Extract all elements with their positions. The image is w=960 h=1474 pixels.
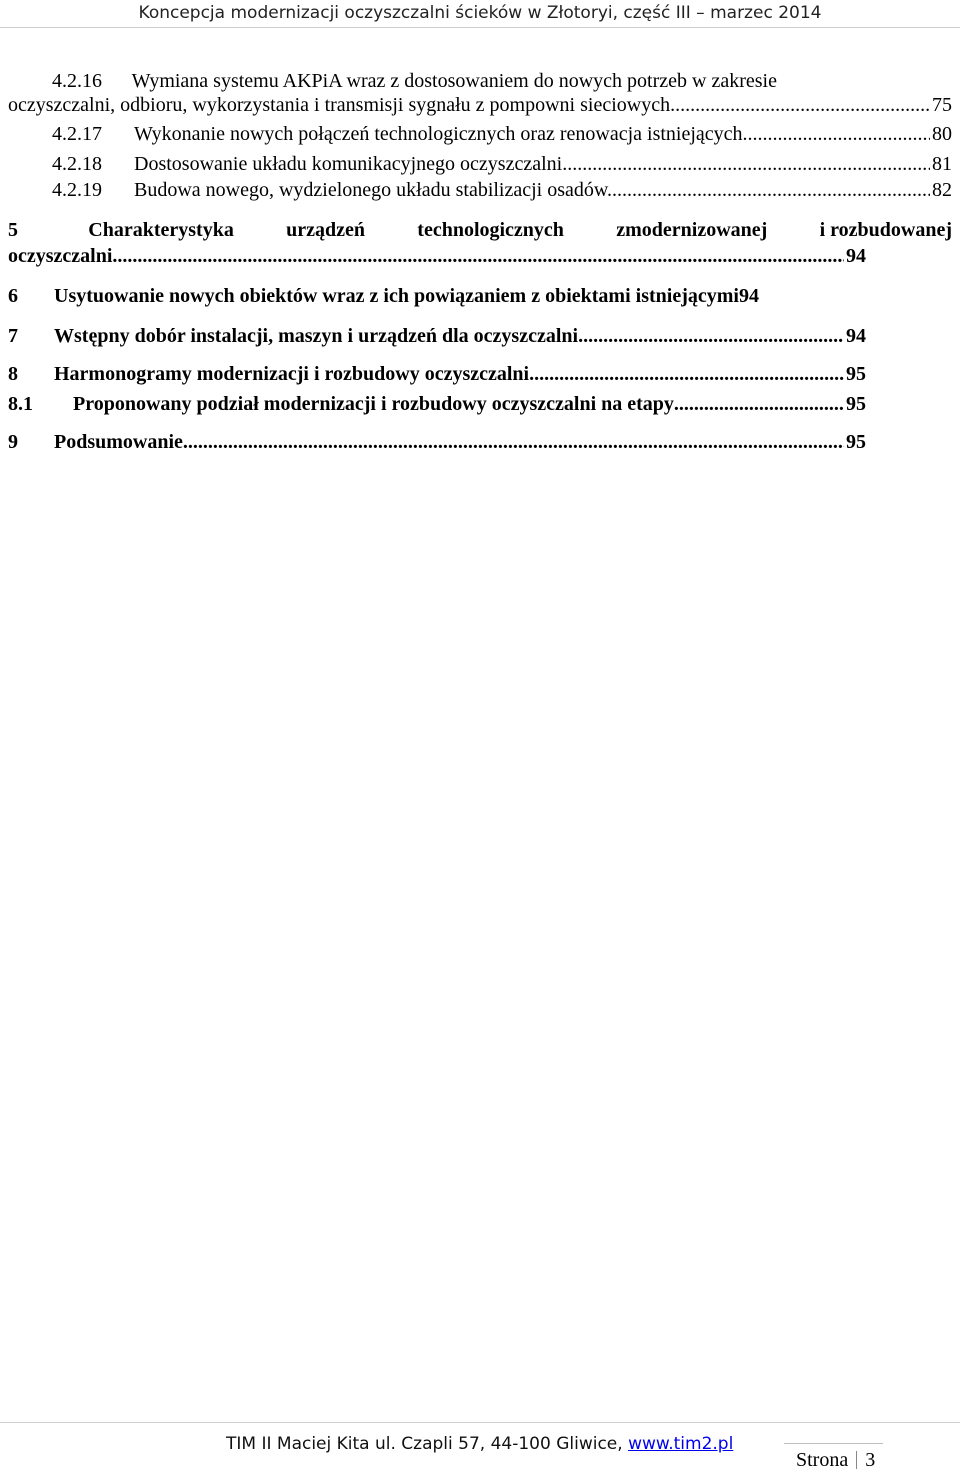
toc-page-number: 95 bbox=[846, 393, 866, 415]
toc-entry-7[interactable] bbox=[8, 324, 866, 348]
toc-title: Podsumowanie bbox=[54, 431, 183, 453]
toc-entry-9[interactable] bbox=[8, 430, 866, 454]
leader-dots bbox=[567, 152, 930, 176]
toc-entry-8[interactable] bbox=[8, 362, 866, 386]
toc-entry-4-2-17[interactable] bbox=[52, 122, 952, 146]
toc-title-continued: oczyszczalni bbox=[8, 245, 113, 267]
page-label: Strona bbox=[796, 1449, 849, 1471]
toc-entry-6[interactable] bbox=[8, 284, 888, 308]
toc-title-word: urządzeń bbox=[286, 219, 365, 241]
toc-title: Wstępny dobór instalacji, maszyn i urządzeń dla oczyszczalni. bbox=[54, 325, 584, 347]
toc-entry-4-2-16[interactable] bbox=[52, 69, 777, 93]
toc-page-number: 95 bbox=[846, 431, 866, 453]
toc-title-word: technologicznych bbox=[417, 219, 564, 241]
toc-title: Budowa nowego, wydzielonego układu stabilizacji osadów. bbox=[134, 179, 613, 201]
toc-number: 4.2.16 bbox=[52, 70, 102, 92]
toc-title: Wykonanie nowych połączeń technologicznych oraz renowacja istniejących. bbox=[134, 123, 748, 145]
footer-website-link[interactable]: www.tim2.pl bbox=[628, 1434, 734, 1454]
document-header: Koncepcja modernizacji oczyszczalni ścieków w Złotoryi, część III – marzec 2014 bbox=[138, 3, 822, 23]
toc-title: Dostosowanie układu komunikacyjnego oczyszczalni. bbox=[134, 153, 568, 175]
toc-page-number: 94 bbox=[738, 285, 759, 307]
page-separator bbox=[856, 1451, 857, 1469]
leader-dots bbox=[675, 93, 930, 117]
leader-dots bbox=[748, 122, 930, 146]
toc-title-word: i rozbudowanej bbox=[819, 219, 952, 241]
leader-dots bbox=[183, 430, 844, 454]
leader-dots bbox=[112, 244, 844, 268]
toc-page-number: 81 bbox=[932, 153, 952, 175]
toc-page-number: 82 bbox=[932, 179, 952, 201]
toc-title: Proponowany podział modernizacji i rozbudowy oczyszczalni na etapy bbox=[73, 393, 674, 415]
toc-entry-4-2-16-cont[interactable] bbox=[8, 93, 952, 117]
leader-dots bbox=[674, 392, 844, 416]
toc-number: 6 bbox=[8, 285, 18, 307]
toc-number: 4.2.17 bbox=[52, 123, 102, 145]
toc-page-number: 94 bbox=[846, 245, 866, 267]
page-number-box bbox=[784, 1443, 883, 1474]
toc-page-number: 80 bbox=[932, 123, 952, 145]
toc-entry-5-cont[interactable] bbox=[8, 244, 866, 268]
toc-title-word: zmodernizowanej bbox=[616, 219, 768, 241]
toc-title-word: Charakterystyka bbox=[88, 219, 234, 241]
toc-number: 8 bbox=[8, 363, 18, 385]
toc-number: 7 bbox=[8, 325, 18, 347]
toc-number: 9 bbox=[8, 431, 18, 453]
toc-entry-5[interactable] bbox=[8, 218, 952, 242]
toc-title-continued: oczyszczalni, odbioru, wykorzystania i transmisji sygnału z pompowni sieciowych. bbox=[8, 94, 676, 116]
toc-page-number: 94 bbox=[846, 325, 866, 347]
toc-number: 4.2.19 bbox=[52, 179, 102, 201]
footer-address: TIM II Maciej Kita ul. Czapli 57, 44-100 Gliwice, bbox=[226, 1434, 629, 1454]
toc-page-number: 75 bbox=[932, 94, 952, 116]
leader-dots bbox=[583, 324, 844, 348]
toc-number: 4.2.18 bbox=[52, 153, 102, 175]
toc-title: Usytuowanie nowych obiektów wraz z ich powiązaniem z obiektami istniejącymi bbox=[54, 285, 739, 307]
footer-divider bbox=[0, 1422, 960, 1423]
toc-number: 8.1 bbox=[8, 393, 33, 415]
toc-entry-4-2-18[interactable] bbox=[52, 152, 952, 176]
page-number: 3 bbox=[865, 1449, 876, 1471]
leader-dots bbox=[529, 362, 844, 386]
toc-title: Wymiana systemu AKPiA wraz z dostosowaniem do nowych potrzeb w zakresie bbox=[131, 70, 777, 92]
leader-dots bbox=[612, 178, 930, 202]
toc-page-number: 95 bbox=[846, 363, 866, 385]
toc-title: Harmonogramy modernizacji i rozbudowy oczyszczalni bbox=[54, 363, 530, 385]
toc-number: 5 bbox=[8, 219, 18, 241]
document-footer bbox=[226, 1434, 733, 1454]
header-divider bbox=[0, 27, 960, 28]
toc-entry-4-2-19[interactable] bbox=[52, 178, 952, 202]
toc-entry-8-1[interactable] bbox=[8, 392, 866, 416]
